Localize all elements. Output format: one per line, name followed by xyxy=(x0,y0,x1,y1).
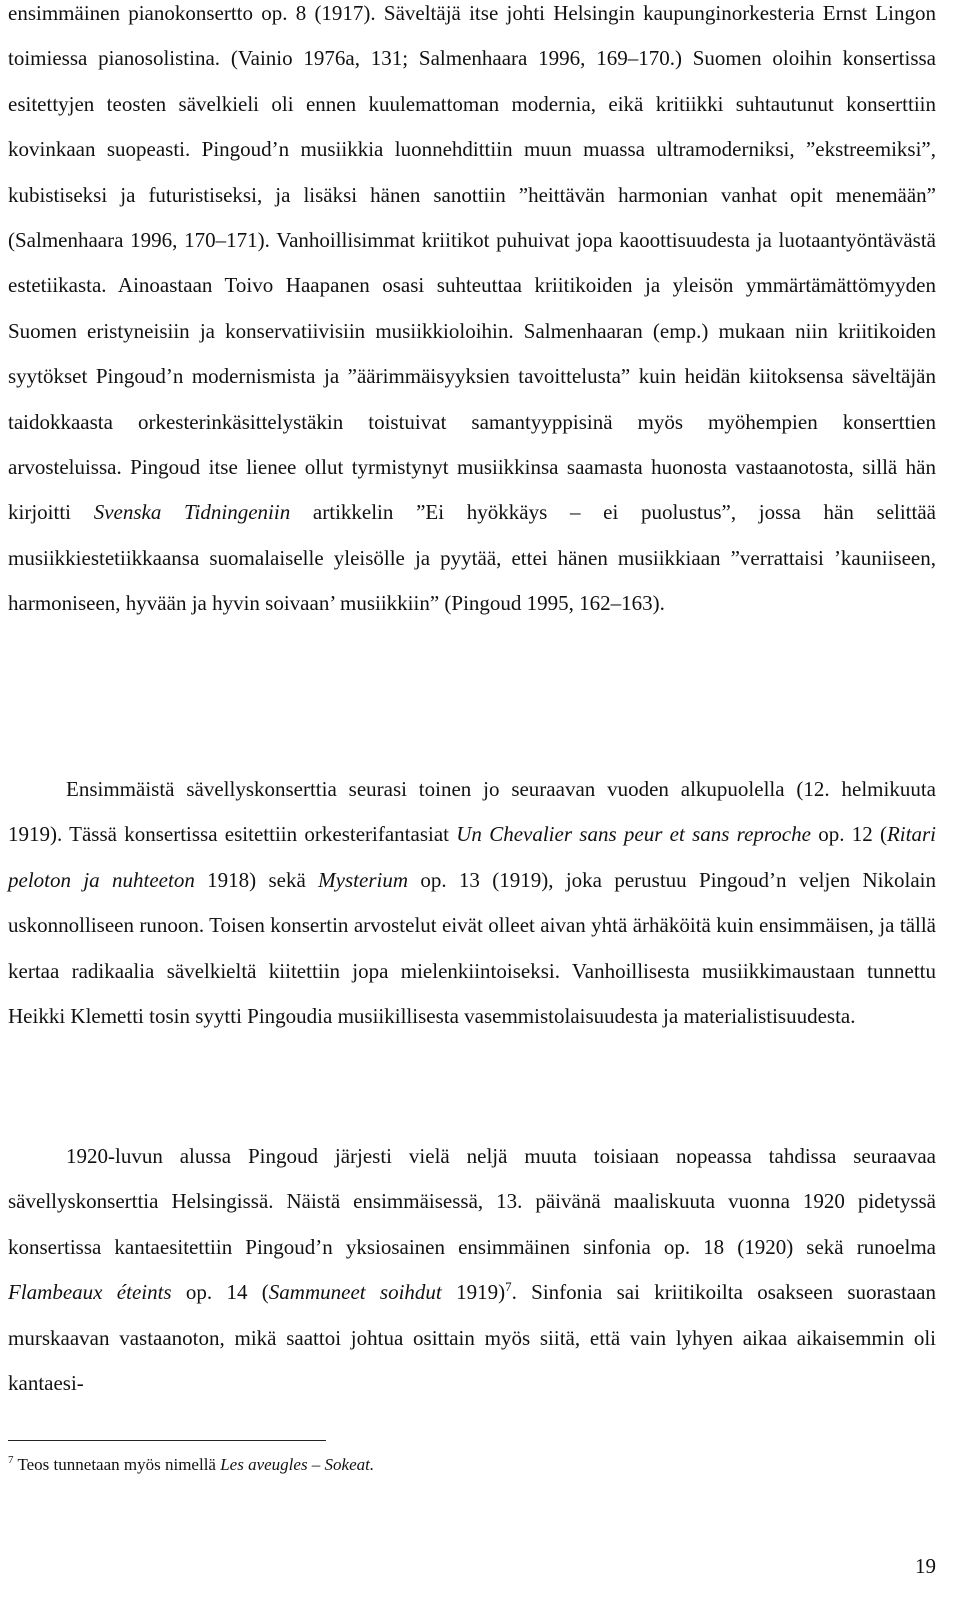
italic-title: Svenska Tidningeniin xyxy=(93,500,291,525)
text-run: Ensimmäistä sävellyskonserttia seurasi toinen jo seuraavan vuoden alkupuolella (12. helmikuuta 1919). Tässä konsertissa esitettiin orkesterifantasiat xyxy=(8,777,936,847)
text-run: artikkelin ”Ei hyökkäys – ei puolustus”, jossa hän selittää musiikkiestetiikkaansa suomalaiselle yleisölle ja pyytää, ettei hänen musiikkiaan ”verrattaisi ’kauniiseen, harmoniseen, hyvään ja hyvin soivaan’ musiikkiin” (Pingoud 1995, 162–163). xyxy=(8,500,936,616)
footnote xyxy=(8,1453,908,1477)
italic-title: Flambeaux éteints xyxy=(8,1280,172,1305)
paragraph-2 xyxy=(8,767,936,1039)
text-run: op. 12 ( xyxy=(810,822,887,847)
footnote-number: 7 xyxy=(8,1454,14,1466)
text-run: 1918) sekä xyxy=(194,867,319,892)
italic-title: Un Chevalier sans peur et sans reproche xyxy=(456,822,811,847)
text-run: ensimmäinen pianokonsertto op. 8 (1917). Säveltäjä itse johti Helsingin kaupunginorkesteria Ernst Lingon toimiessa pianosolistina. (Vainio 1976a, 131; Salmenhaara 1996, 169–170.) Suomen oloihin konsertissa esitettyjen teosten sävelkieli oli ennen kuulemattoman modernia, eikä kritiikki suhtautunut konserttiin kovinkaan suopeasti. Pingoud’n musiikkia luonnehdittiin muun muassa ultramoderniksi, ”ekstreemiksi”, kubistiseksi ja futuristiseksi, ja lisäksi hänen sanottiin ”heittävän harmonian vanhat opit menemään” (Salmenhaara 1996, 170–171). Vanhoillisimmat kriitikot puhuivat jopa kaoottisuudesta ja luotaantyöntävästä estetiikasta. Ainoastaan Toivo Haapanen osasi suhteuttaa kriitikoiden ja yleisön ymmärtämättömyyden Suomen eristyneisiin ja konservatiivisiin musiikkioloihin. Salmenhaaran (emp.) mukaan niin kriitikoiden syytökset Pingoud’n modernismista ja ”äärimmäisyyksien tavoittelusta” kuin heidän kiitoksensa säveltäjän taidokkaasta orkesterinkäsittelystäkin toistuivat samantyyppisinä myös myöhempien konserttien arvosteluissa. Pingoud itse lienee ollut tyrmistynyt musiikkinsa saamasta huonosta vastaanotosta, sillä hän kirjoitti xyxy=(8,1,936,525)
text-run: Teos tunnetaan myös nimellä xyxy=(13,1455,221,1474)
text-run: 1920-luvun alussa Pingoud järjesti vielä neljä muuta toisiaan nopeassa tahdissa seuraavaa sävellyskonserttia Helsingissä. Näistä ensimmäisessä, 13. päivänä maaliskuuta vuonna 1920 pidetyssä konsertissa kantaesitettiin Pingoud’n yksiosainen ensimmäinen sinfonia op. 18 (1920) sekä runoelma xyxy=(8,1144,936,1259)
page-number: 19 xyxy=(915,1554,936,1578)
text-run: 1919) xyxy=(441,1280,506,1305)
footnote-reference: 7 xyxy=(505,1279,512,1295)
italic-title: Mysterium xyxy=(318,867,408,892)
text-run: . Sinfonia sai kriitikoilta osakseen suorastaan murskaavan vastaanoton, mikä saattoi johtua osittain myös siitä, että vain lyhyen aikaa aikaisemmin oli kantaesi- xyxy=(8,1280,936,1396)
italic-title: Sammuneet soihdut xyxy=(268,1280,442,1305)
italic-title: Les aveugles – Sokeat. xyxy=(220,1455,375,1474)
text-run: op. 14 ( xyxy=(171,1280,269,1305)
paragraph-1 xyxy=(8,0,936,627)
footnote-text xyxy=(14,1455,375,1474)
footnote-separator xyxy=(8,1440,326,1441)
text-run: op. 13 (1919), joka perustuu Pingoud’n veljen Nikolain uskonnolliseen runoon. Toisen konsertin arvostelut eivät olleet aivan yhtä ärhäköitä kuin ensimmäisen, ja tällä kertaa radikaalia sävelkieltä kiitettiin jopa mielenkiintoiseksi. Vanhoillisesta musiikkimaustaan tunnettu Heikki Klemetti tosin syytti Pingoudia musiikillisesta vasemmistolaisuudesta ja materialistisuudesta. xyxy=(8,867,937,1029)
italic-title: Ritari peloton ja nuhteeton xyxy=(8,822,936,892)
paragraph-3 xyxy=(8,1134,936,1406)
